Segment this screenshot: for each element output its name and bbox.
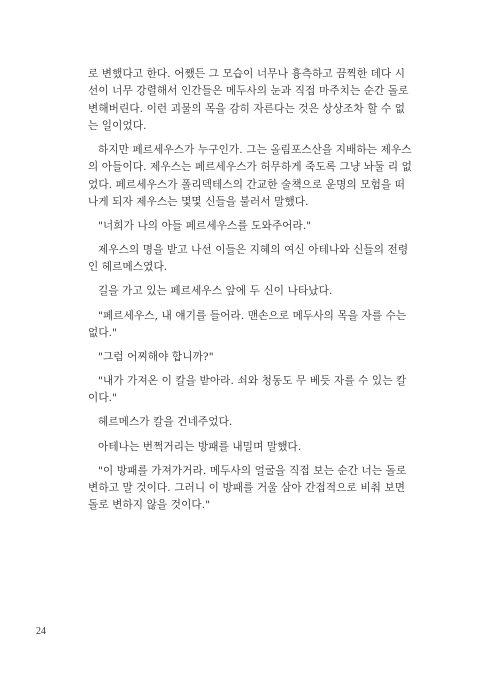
text-line: 길을 가고 있는 페르세우스 앞에 두 신이 나타났다. xyxy=(98,285,333,298)
text-line: 제우스의 명을 받고 나선 이들은 지혜의 여신 아테나와 신들의 전령 xyxy=(98,244,409,257)
text-line: "내가 가져온 이 칼을 받아라. 쇠와 청동도 무 베듯 자를 수 있는 칼 xyxy=(98,375,407,388)
text-line: 헤르메스가 칼을 건네주었다. xyxy=(98,416,233,429)
text-line: 하지만 페르세우스가 누구인가. 그는 올림포스산을 지배하는 제우스 xyxy=(98,143,412,156)
text-line: "페르세우스, 내 얘기를 들어라. 맨손으로 메두사의 목을 자를 수는 xyxy=(98,309,407,322)
text-line: 었다. 페르세우스가 폴리덱테스의 간교한 술책으로 운명의 모험을 떠 xyxy=(88,178,406,191)
text-line: 아테나는 번쩍거리는 방패를 내밀며 말했다. xyxy=(98,440,302,453)
text-line: 는 일이었다. xyxy=(88,119,147,132)
text-line: 돌로 변하지 않을 것이다." xyxy=(88,499,211,512)
text-line: "너희가 나의 아들 페르세우스를 도와주어라." xyxy=(98,219,312,232)
text-line: 변하고 말 것이다. 그러니 이 방패를 거울 삼아 간접적으로 비춰 보면 xyxy=(88,481,406,494)
text-line: 나게 되자 제우스는 몇몇 신들을 불러서 말했다. xyxy=(88,195,309,208)
text-line: "이 방패를 가져가거라. 메두사의 얼굴을 직접 보는 순간 너는 돌로 xyxy=(98,464,407,477)
text-line: 이다." xyxy=(88,392,118,405)
text-line: 로 변했다고 한다. 어쨌든 그 모습이 너무나 흉측하고 끔찍한 데다 시 xyxy=(88,68,406,80)
text-line: 변해버린다. 이런 괴물의 목을 감히 자른다는 것은 상상조차 할 수 없 xyxy=(88,102,406,115)
page-number: 24 xyxy=(36,626,46,637)
body-text xyxy=(88,66,416,515)
text-line: 인 헤르메스였다. xyxy=(88,261,168,274)
text-line: 없다." xyxy=(88,326,118,339)
text-line: "그럼 어찌해야 합니까?" xyxy=(98,350,214,363)
text-line: 선이 너무 강렬해서 인간들은 메두사의 눈과 직접 마주치는 순간 돌로 xyxy=(88,85,409,98)
text-line: 의 아들이다. 제우스는 페르세우스가 허무하게 죽도록 그냥 놔둘 리 없 xyxy=(88,161,413,174)
